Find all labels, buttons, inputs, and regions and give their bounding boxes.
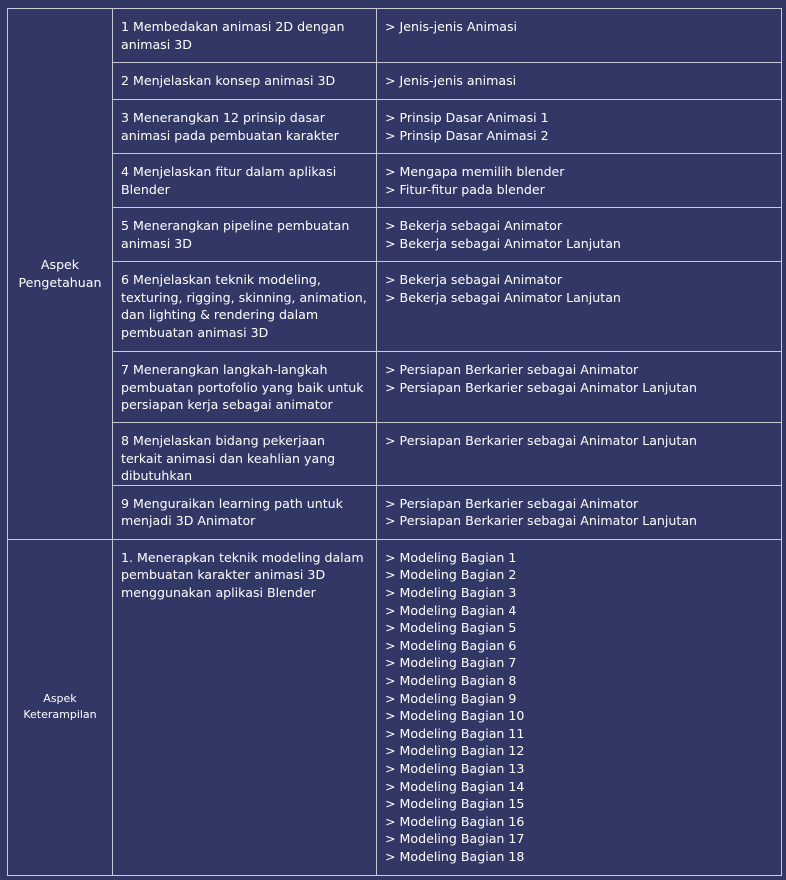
objective-cell: 5 Menerangkan pipeline pembuatan animasi 3D: [113, 208, 377, 262]
material-item: > Modeling Bagian 12: [385, 743, 525, 759]
material-item: > Bekerja sebagai Animator Lanjutan: [385, 289, 621, 305]
material-item: > Modeling Bagian 6: [385, 637, 517, 653]
objective-cell: 3 Menerangkan 12 prinsip dasar animasi pada pembuatan karakter: [113, 100, 377, 154]
table-row: [8, 423, 782, 486]
materials-cell: [377, 423, 782, 486]
table-row: [8, 262, 782, 352]
material-item: > Modeling Bagian 14: [385, 778, 525, 794]
material-item: > Persiapan Berkarier sebagai Animator Lanjutan: [385, 379, 698, 395]
objective-cell: 9 Menguraikan learning path untuk menjadi 3D Animator: [113, 485, 377, 539]
material-item: > Modeling Bagian 3: [385, 584, 517, 600]
material-item: > Persiapan Berkarier sebagai Animator: [385, 362, 639, 377]
materials-cell: [377, 485, 782, 539]
material-item: > Modeling Bagian 8: [385, 672, 517, 688]
material-item: > Persiapan Berkarier sebagai Animator Lanjutan: [385, 433, 698, 448]
objective-cell: 6 Menjelaskan teknik modeling, texturing, rigging, skinning, animation, dan lighting & rendering dalam pembuatan animasi 3D: [113, 262, 377, 352]
material-item: > Modeling Bagian 7: [385, 655, 517, 671]
objective-cell: 2 Menjelaskan konsep animasi 3D: [113, 63, 377, 100]
objective-cell: 8 Menjelaskan bidang pekerjaan terkait animasi dan keahlian yang dibutuhkan: [113, 423, 377, 486]
material-item: > Persiapan Berkarier sebagai Animator Lanjutan: [385, 513, 698, 529]
material-item: > Jenis-jenis animasi: [385, 73, 517, 88]
objective-cell: 1 Membedakan animasi 2D dengan animasi 3D: [113, 9, 377, 63]
table-row: [8, 100, 782, 154]
material-item: > Bekerja sebagai Animator: [385, 218, 563, 233]
materials-cell: [377, 262, 782, 352]
curriculum-table: [7, 8, 782, 876]
objective-cell: 1. Menerapkan teknik modeling dalam pembuatan karakter animasi 3D menggunakan aplikasi Blender: [113, 539, 377, 875]
materials-cell: [377, 100, 782, 154]
material-item: > Jenis-jenis Animasi: [385, 19, 518, 34]
material-item: > Modeling Bagian 10: [385, 708, 525, 724]
curriculum-table-body: [8, 9, 782, 876]
materials-cell: [377, 9, 782, 63]
material-item: > Modeling Bagian 15: [385, 796, 525, 812]
material-item: > Bekerja sebagai Animator Lanjutan: [385, 235, 621, 251]
table-row: [8, 63, 782, 100]
material-item: > Modeling Bagian 5: [385, 620, 517, 636]
table-row: [8, 539, 782, 875]
material-item: > Bekerja sebagai Animator: [385, 272, 563, 287]
material-item: > Modeling Bagian 2: [385, 567, 517, 583]
material-item: > Modeling Bagian 18: [385, 848, 525, 864]
aspect-label: Aspek Keterampilan: [8, 539, 113, 875]
material-item: > Modeling Bagian 9: [385, 690, 517, 706]
table-row: [8, 9, 782, 63]
table-row: [8, 352, 782, 423]
objective-cell: 4 Menjelaskan fitur dalam aplikasi Blender: [113, 154, 377, 208]
material-item: > Prinsip Dasar Animasi 1: [385, 110, 549, 125]
materials-cell: [377, 208, 782, 262]
material-item: > Modeling Bagian 13: [385, 760, 525, 776]
table-row: [8, 154, 782, 208]
material-item: > Modeling Bagian 16: [385, 813, 525, 829]
materials-cell: [377, 63, 782, 100]
material-item: > Fitur-fitur pada blender: [385, 181, 545, 197]
material-item: > Mengapa memilih blender: [385, 164, 565, 179]
material-item: > Modeling Bagian 17: [385, 831, 525, 847]
aspect-label: Aspek Pengetahuan: [8, 9, 113, 540]
materials-cell: [377, 154, 782, 208]
material-item: > Persiapan Berkarier sebagai Animator: [385, 495, 639, 511]
material-item: > Modeling Bagian 11: [385, 725, 525, 741]
table-row: [8, 485, 782, 539]
materials-cell: [377, 539, 782, 875]
material-item: > Modeling Bagian 4: [385, 602, 517, 618]
material-item: > Modeling Bagian 1: [385, 549, 517, 565]
materials-cell: [377, 352, 782, 423]
objective-cell: 7 Menerangkan langkah-langkah pembuatan portofolio yang baik untuk persiapan kerja sebagai animator: [113, 352, 377, 423]
material-item: > Prinsip Dasar Animasi 2: [385, 127, 549, 143]
table-row: [8, 208, 782, 262]
